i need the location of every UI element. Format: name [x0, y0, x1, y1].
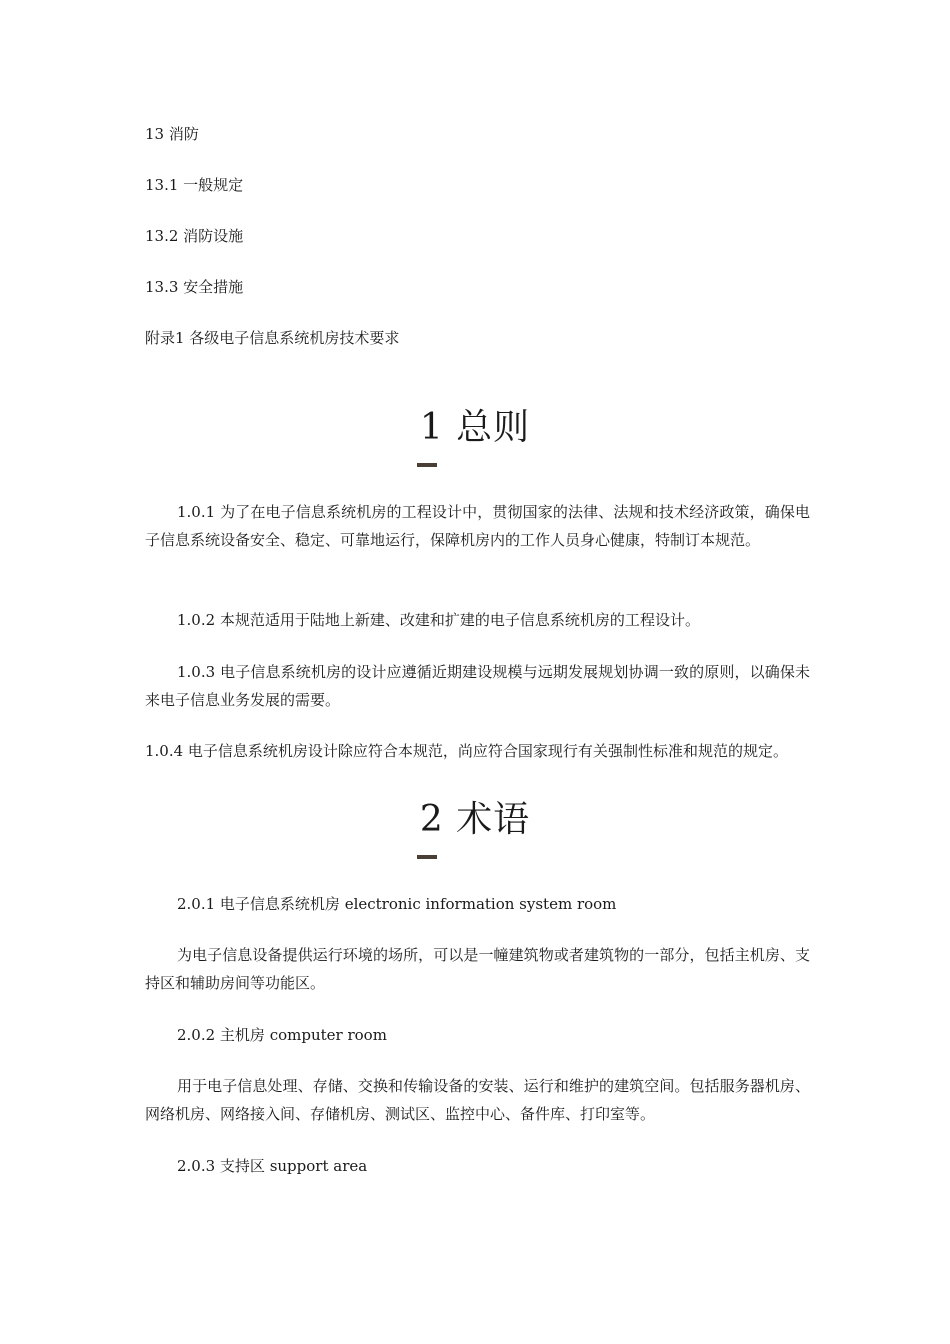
- toc-entry: 13.3 安全措施: [145, 278, 244, 296]
- paragraph: 1.0.2 本规范适用于陆地上新建、改建和扩建的电子信息系统机房的工程设计。: [177, 611, 700, 629]
- term-title: 2.0.1 电子信息系统机房 electronic information system room: [177, 895, 617, 913]
- heading-underline: [417, 855, 437, 859]
- toc-entry: 13.2 消防设施: [145, 227, 244, 245]
- term-title: 2.0.2 主机房 computer room: [177, 1026, 387, 1044]
- term-definition: 用于电子信息处理、存储、交换和传输设备的安装、运行和维护的建筑空间。包括服务器机房、网络机房、网络接入间、存储机房、测试区、监控中心、备件库、打印室等。: [145, 1077, 810, 1123]
- term-title: 2.0.3 支持区 support area: [177, 1157, 368, 1175]
- section-heading: 2 术语: [419, 799, 531, 840]
- section-heading: 1 总则: [419, 407, 531, 448]
- paragraph: 1.0.1 为了在电子信息系统机房的工程设计中，贯彻国家的法律、法规和技术经济政策，确保电子信息系统设备安全、稳定、可靠地运行，保障机房内的工作人员身心健康，特制订本规范。: [145, 503, 810, 549]
- heading-underline: [417, 463, 437, 467]
- paragraph: 1.0.3 电子信息系统机房的设计应遵循近期建设规模与远期发展规划协调一致的原则，以确保未来电子信息业务发展的需要。: [145, 663, 810, 709]
- toc-entry: 13 消防: [145, 125, 199, 143]
- toc-entry: 13.1 一般规定: [145, 176, 244, 194]
- term-definition: 为电子信息设备提供运行环境的场所，可以是一幢建筑物或者建筑物的一部分，包括主机房、支持区和辅助房间等功能区。: [145, 946, 810, 992]
- paragraph: 1.0.4 电子信息系统机房设计除应符合本规范，尚应符合国家现行有关强制性标准和规范的规定。: [145, 742, 788, 760]
- toc-entry: 附录1 各级电子信息系统机房技术要求: [145, 329, 400, 347]
